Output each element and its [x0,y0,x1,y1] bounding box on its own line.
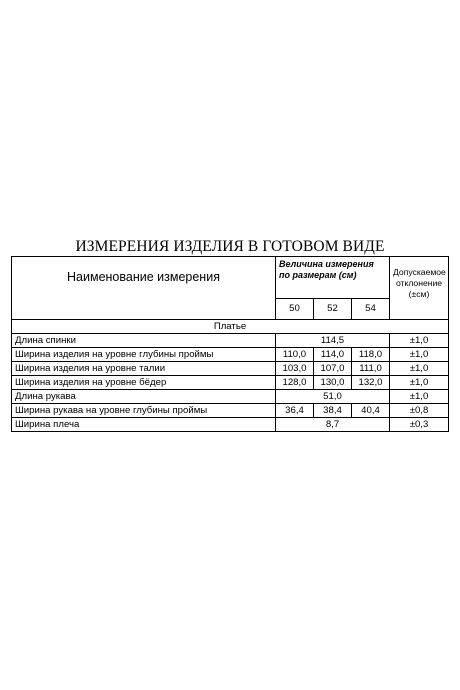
row-tolerance: ±1,0 [390,348,449,362]
table-row [12,362,449,376]
row-value-50: 128,0 [276,376,314,390]
row-value-54: 111,0 [352,362,390,376]
size-header-52: 52 [314,299,352,320]
row-tolerance: ±0,3 [390,418,449,432]
row-name: Ширина изделия на уровне глубины проймы [12,348,276,362]
document-title: ИЗМЕРЕНИЯ ИЗДЕЛИЯ В ГОТОВОМ ВИДЕ [75,238,385,255]
row-name: Ширина плеча [12,418,276,432]
table-row [12,334,449,348]
table-row [12,390,449,404]
row-value-54: 118,0 [352,348,390,362]
header-sizes-caption: Величина измерения по размерам (см) [276,257,390,299]
table-row [12,376,449,390]
header-tolerance-cell [390,257,449,320]
row-value-54: 132,0 [352,376,390,390]
measurements-table [11,256,449,432]
row-value-50: 103,0 [276,362,314,376]
row-value-52: 38,4 [314,404,352,418]
row-value-54: 40,4 [352,404,390,418]
row-common-value: 114,5 [276,334,390,348]
tolerance-line-1: Допускаемое [393,267,446,277]
row-tolerance: ±1,0 [390,390,449,404]
row-value-52: 130,0 [314,376,352,390]
tolerance-line-2: отклонение [395,278,443,288]
row-name: Ширина рукава на уровне глубины проймы [12,404,276,418]
row-tolerance: ±1,0 [390,376,449,390]
row-name: Ширина изделия на уровне бёдер [12,376,276,390]
row-tolerance: ±0,8 [390,404,449,418]
table-row [12,418,449,432]
row-common-value: 51,0 [276,390,390,404]
row-name: Длина рукава [12,390,276,404]
row-value-52: 107,0 [314,362,352,376]
size-header-54: 54 [352,299,390,320]
row-name: Длина спинки [12,334,276,348]
row-value-50: 110,0 [276,348,314,362]
header-name-cell: Наименование измерения [12,257,276,320]
section-row: Платье [12,320,449,334]
size-header-50: 50 [276,299,314,320]
row-tolerance: ±1,0 [390,362,449,376]
row-value-50: 36,4 [276,404,314,418]
row-common-value: 8,7 [276,418,390,432]
row-name: Ширина изделия на уровне талии [12,362,276,376]
row-value-52: 114,0 [314,348,352,362]
row-tolerance: ±1,0 [390,334,449,348]
table-row [12,348,449,362]
table-row [12,404,449,418]
tolerance-line-3: (±см) [408,289,430,299]
